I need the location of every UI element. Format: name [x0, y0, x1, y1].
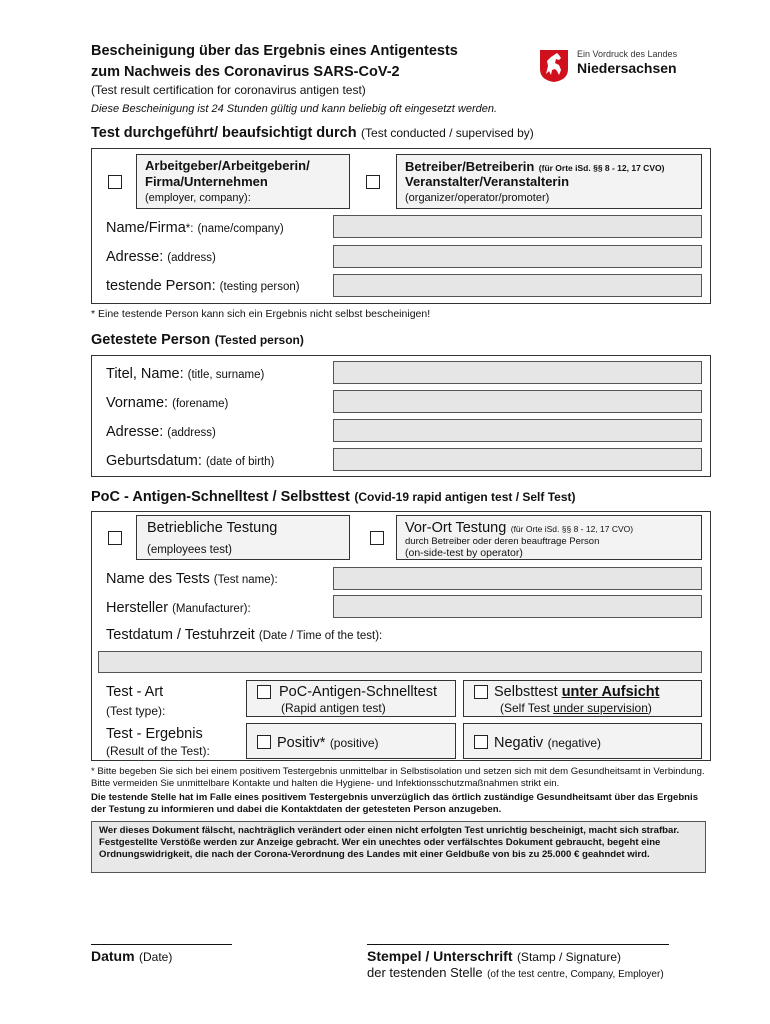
- operator-checkbox[interactable]: [366, 175, 380, 189]
- testing-person-input[interactable]: [333, 274, 702, 297]
- person-address-label: Adresse: (address): [106, 424, 216, 440]
- testing-site-note: Die testende Stelle hat im Falle eines positivem Testergebnis unverzüglich das örtlich zuständige Gesundheitsamt über das Ergebnis der Testung zu informieren und dabei die Kontaktdaten der getesteten Person anzugeben.: [91, 792, 699, 815]
- manufacturer-input[interactable]: [333, 595, 702, 618]
- operator-option: Betreiber/Betreiberin (für Orte iSd. §§ 8 - 12, 17 CVO) Veranstalter/Veranstalterin (organizer/operator/promoter): [396, 154, 702, 209]
- employer-checkbox[interactable]: [108, 175, 122, 189]
- employee-test-checkbox[interactable]: [108, 531, 122, 545]
- section3-heading: PoC - Antigen-Schnelltest / Selbsttest (Covid-19 rapid antigen test / Self Test): [91, 489, 576, 505]
- employee-test-option: Betriebliche Testung (employees test): [136, 515, 350, 560]
- date-signature-line: [91, 944, 232, 945]
- address-label: Adresse: (address): [106, 249, 216, 265]
- stamp-label-line2: der testenden Stelle (of the test centre, Company, Employer): [367, 965, 664, 980]
- onsite-test-checkbox[interactable]: [370, 531, 384, 545]
- testing-person-label: testende Person: (testing person): [106, 278, 300, 294]
- section2-heading: Getestete Person (Tested person): [91, 332, 304, 348]
- employer-option: Arbeitgeber/Arbeitgeberin/ Firma/Unternehmen (employer, company):: [136, 154, 350, 209]
- page-title-line1: Bescheinigung über das Ergebnis eines Antigentests: [91, 43, 458, 59]
- test-datetime-label: Testdatum / Testuhrzeit (Date / Time of the test):: [106, 627, 383, 643]
- manufacturer-label: Hersteller (Manufacturer):: [106, 600, 251, 616]
- horse-crest-icon: [539, 49, 569, 83]
- test-type-label: Test - Art: [106, 684, 164, 700]
- title-surname-label: Titel, Name: (title, surname): [106, 366, 265, 382]
- birthdate-input[interactable]: [333, 448, 702, 471]
- test-result-label: Test - Ergebnis: [106, 726, 203, 742]
- positive-checkbox[interactable]: [257, 735, 271, 749]
- forgery-warning: Wer dieses Dokument fälscht, nachträglich verändert oder einen nicht erfolgten Test unrichtig bescheinigt, macht sich strafbar. Festgestellte Verstöße werden zur Anzeige gebracht. Wer ein unechtes oder verfälschtes Dokument gebraucht, begeht eine Ordnungswidrigkeit, die nach der Corona-Verordnung des Landes mit einer Geldbuße von bis zu 25.000 € geahndet wird.: [91, 821, 706, 873]
- forename-label: Vorname: (forename): [106, 395, 229, 411]
- test-name-label: Name des Tests (Test name):: [106, 571, 278, 587]
- date-label: Datum (Date): [91, 948, 173, 964]
- rapid-antigen-checkbox[interactable]: [257, 685, 271, 699]
- negative-checkbox[interactable]: [474, 735, 488, 749]
- forename-input[interactable]: [333, 390, 702, 413]
- stamp-signature-line: [367, 944, 669, 945]
- name-company-input[interactable]: [333, 215, 702, 238]
- page-subtitle: (Test result certification for coronavirus antigen test): [91, 83, 366, 97]
- title-surname-input[interactable]: [333, 361, 702, 384]
- negative-option: Negativ (negative): [463, 723, 702, 759]
- stamp-label: Stempel / Unterschrift (Stamp / Signature): [367, 948, 621, 964]
- section1-heading: Test durchgeführt/ beaufsichtigt durch (Test conducted / supervised by): [91, 125, 534, 141]
- validity-note: Diese Bescheinigung ist 24 Stunden gültig und kann beliebig oft eingesetzt werden.: [91, 103, 498, 115]
- onsite-test-option: Vor-Ort Testung (für Orte iSd. §§ 8 - 12, 17 CVO) durch Betreiber oder deren beauftrage Person (on-side-test by operator): [396, 515, 702, 560]
- logo-top-text: Ein Vordruck des Landes: [577, 49, 678, 59]
- self-test-option: Selbsttest unter Aufsicht (Self Test under supervision): [463, 680, 702, 717]
- self-test-checkbox[interactable]: [474, 685, 488, 699]
- rapid-antigen-option: PoC-Antigen-Schnelltest (Rapid antigen test): [246, 680, 456, 717]
- address-input[interactable]: [333, 245, 702, 268]
- positive-result-note: * Bitte begeben Sie sich bei einem positivem Testergebnis unmittelbar in Selbstisolation und setzen sich mit dem Gesundheitsamt in Verbindung. Bitte vermeiden Sie unmittelbare Kontakte und halten die Hygiene- und Infektionsschutzmaßnahmen strikt ein.: [91, 766, 705, 789]
- page-title-line2: zum Nachweis des Coronavirus SARS-CoV-2: [91, 64, 400, 80]
- test-type-label-en: (Test type):: [106, 704, 166, 718]
- test-datetime-input[interactable]: [98, 651, 702, 673]
- name-company-label: Name/Firma*: (name/company): [106, 220, 284, 236]
- section1-footnote: * Eine testende Person kann sich ein Ergebnis nicht selbst bescheinigen!: [91, 308, 431, 320]
- logo-name: Niedersachsen: [577, 60, 677, 76]
- person-address-input[interactable]: [333, 419, 702, 442]
- positive-option: Positiv* (positive): [246, 723, 456, 759]
- test-name-input[interactable]: [333, 567, 702, 590]
- birthdate-label: Geburtsdatum: (date of birth): [106, 453, 275, 469]
- test-result-label-en: (Result of the Test):: [106, 744, 210, 758]
